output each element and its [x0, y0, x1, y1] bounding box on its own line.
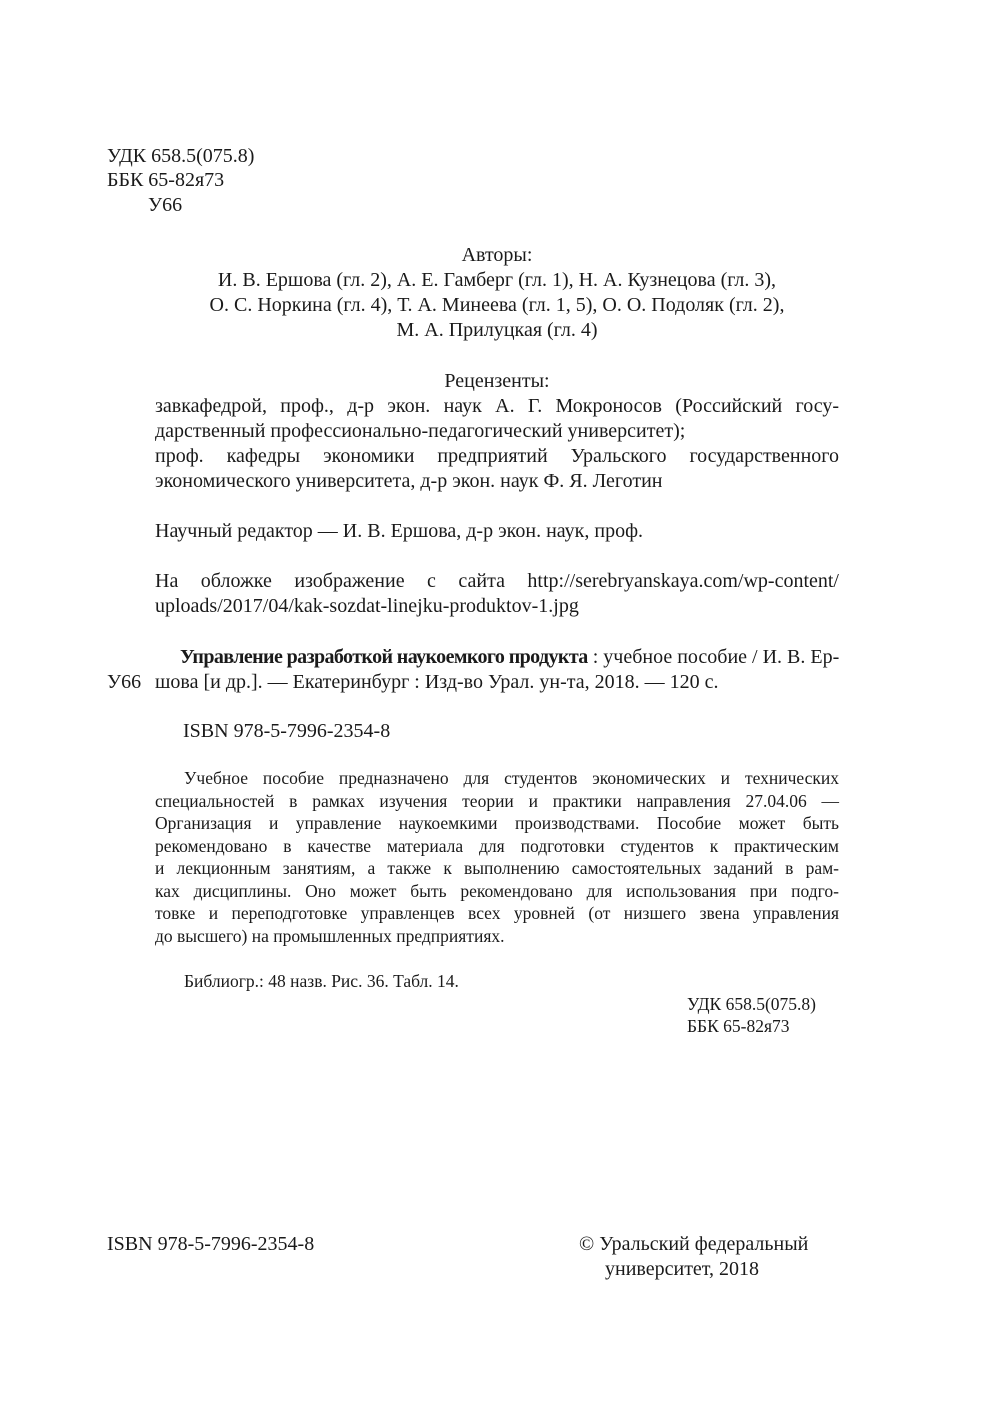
cover-source-line: На обложке изображение с сайта http://serebryanskaya.com/wp-content/: [155, 570, 839, 592]
book-title-rest: : учебное пособие / И. В. Ер-: [587, 646, 840, 668]
abstract-line: Организация и управление наукоемкими производствами. Пособие может быть: [155, 813, 839, 833]
reviewers-line: проф. кафедры экономики предприятий Уральского государственного: [155, 445, 839, 467]
authors-line: И. В. Ершова (гл. 2), А. Е. Гамберг (гл. 1), Н. А. Кузнецова (гл. 3),: [217, 269, 777, 291]
bibliography-summary: Библиогр.: 48 назв. Рис. 36. Табл. 14.: [184, 971, 459, 991]
abstract-line: товке и переподготовке управленцев всех уровней (от низшего звена управления: [155, 903, 839, 923]
reviewers-line: экономического университета, д-р экон. наук Ф. Я. Леготин: [155, 470, 663, 492]
book-title: Управление разработкой наукоемкого продукта: [180, 646, 588, 668]
reviewers-line: завкафедрой, проф., д-р экон. наук А. Г. Мокроносов (Российский госу-: [155, 395, 839, 417]
copyright-line: университет, 2018: [605, 1258, 760, 1280]
abstract-line: Учебное пособие предназначено для студентов экономических и технических: [184, 768, 839, 788]
abstract-line: и лекционным занятиям, а также к выполнению самостоятельных заданий в рам-: [155, 858, 839, 878]
authors-heading: Авторы:: [461, 244, 533, 266]
footer-isbn: ISBN 978-5-7996-2354-8: [107, 1233, 315, 1255]
abstract-line: рекомендовано в качестве материала для подготовки студентов к практическим: [155, 836, 839, 856]
abstract-udk: УДК 658.5(075.8): [687, 994, 817, 1014]
authors-line: М. А. Прилуцкая (гл. 4): [396, 319, 598, 341]
bibliographic-imprint: шова [и др.]. — Екатеринбург : Изд-во Урал. ун-та, 2018. — 120 с.: [155, 671, 719, 693]
copyright-line: © Уральский федеральный: [579, 1233, 809, 1255]
authors-line: О. С. Норкина (гл. 4), Т. А. Минеева (гл. 1, 5), О. О. Подоляк (гл. 2),: [209, 294, 785, 316]
bibliographic-mark: У66: [107, 671, 142, 693]
abstract-line: специальностей в рамках изучения теории и практики направления 27.04.06 —: [155, 791, 839, 811]
bibliographic-isbn: ISBN 978-5-7996-2354-8: [183, 720, 391, 742]
author-mark: У66: [148, 194, 183, 216]
udk-code: УДК 658.5(075.8): [107, 145, 255, 167]
reviewers-heading: Рецензенты:: [444, 370, 550, 392]
abstract-bbk: ББК 65-82я73: [687, 1016, 790, 1036]
bibliographic-title-line: [180, 645, 839, 670]
cover-source-line: uploads/2017/04/kak-sozdat-linejku-produktov-1.jpg: [155, 595, 579, 617]
abstract-line: до высшего) на промышленных предприятиях.: [155, 926, 505, 946]
scientific-editor: Научный редактор — И. В. Ершова, д-р экон. наук, проф.: [155, 520, 644, 542]
bbk-code: ББК 65-82я73: [107, 169, 225, 191]
abstract-line: ках дисциплины. Оно может быть рекомендовано для использования при подго-: [155, 881, 839, 901]
reviewers-line: дарственный профессионально-педагогический университет);: [155, 420, 686, 442]
